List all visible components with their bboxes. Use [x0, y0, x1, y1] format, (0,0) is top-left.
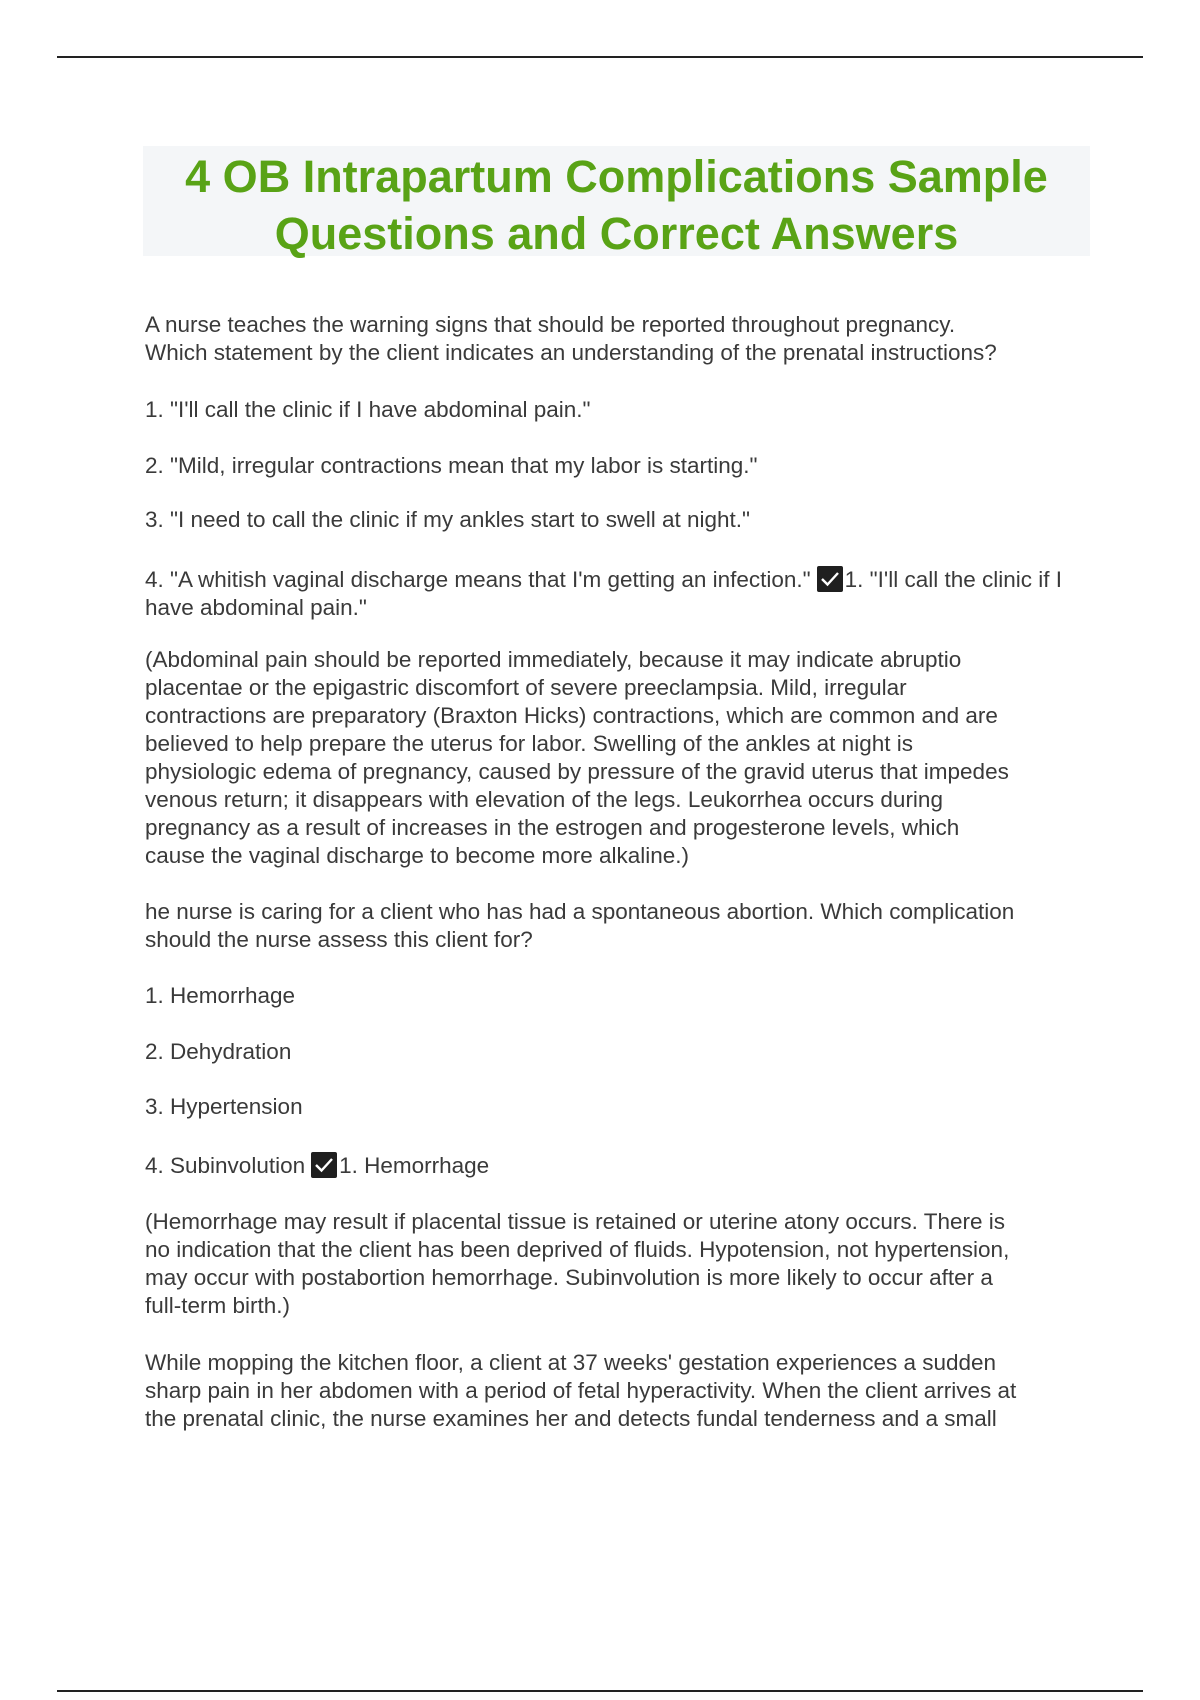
top-rule	[57, 56, 1143, 58]
question-1-prompt: A nurse teaches the warning signs that should be reported throughout pregnancy. Which statement by the client indicates an understanding of the prenatal instructions?	[145, 312, 997, 365]
question-1-option-4: 4. "A whitish vaginal discharge means that I'm getting an infection."	[145, 567, 811, 592]
question-1-option-1: 1. "I'll call the clinic if I have abdominal pain."	[145, 397, 591, 422]
question-2-option-4: 4. Subinvolution	[145, 1153, 306, 1178]
check-icon	[817, 566, 843, 592]
question-2-rationale: (Hemorrhage may result if placental tissue is retained or uterine atony occurs. There is no indication that the client has been deprived of fluids. Hypotension, not hypertension, may occur with postabortion hemorrhage. Subinvolution is more likely to occur after a full-term birth.)	[145, 1209, 1010, 1318]
question-1-answer: 1. "I'll call the clinic if I have abdominal pain."	[145, 567, 1062, 620]
document-title: 4 OB Intrapartum Complications Sample Questions and Correct Answers	[185, 151, 1048, 259]
title-banner	[143, 146, 1090, 259]
question-2-prompt: he nurse is caring for a client who has had a spontaneous abortion. Which complication should the nurse assess this client for?	[145, 899, 1015, 952]
question-2-option-4-with-answer	[145, 1152, 1095, 1180]
question-3-prompt: While mopping the kitchen floor, a client at 37 weeks' gestation experiences a sudden sharp pain in her abdomen with a period of fetal hyperactivity. When the client arrives at the prenatal clinic, the nurse examines her and detects fundal tenderness and a small	[145, 1350, 1017, 1431]
question-1-option-4-with-answer	[145, 566, 1095, 622]
question-2-option-2: 2. Dehydration	[145, 1039, 292, 1064]
question-1-option-2: 2. "Mild, irregular contractions mean that my labor is starting."	[145, 453, 758, 478]
question-2-answer: 1. Hemorrhage	[339, 1153, 490, 1178]
question-1-rationale: (Abdominal pain should be reported immediately, because it may indicate abruptio placentae or the epigastric discomfort of severe preeclampsia. Mild, irregular contractions are preparatory (Braxton Hicks) contractions, which are common and are believed to help prepare the uterus for labor. Swelling of the ankles at night is physiologic edema of pregnancy, caused by pressure of the gravid uterus that impedes venous return; it disappears with elevation of the legs. Leukorrhea occurs during pregnancy as a result of increases in the estrogen and progesterone levels, which cause the vaginal discharge to become more alkaline.)	[145, 647, 1009, 868]
bottom-rule	[57, 1690, 1143, 1692]
document-body	[145, 311, 1095, 1433]
check-icon	[311, 1152, 337, 1178]
question-2-option-3: 3. Hypertension	[145, 1094, 303, 1119]
question-2-option-1: 1. Hemorrhage	[145, 983, 296, 1008]
question-1-option-3: 3. "I need to call the clinic if my ankles start to swell at night."	[145, 507, 750, 532]
